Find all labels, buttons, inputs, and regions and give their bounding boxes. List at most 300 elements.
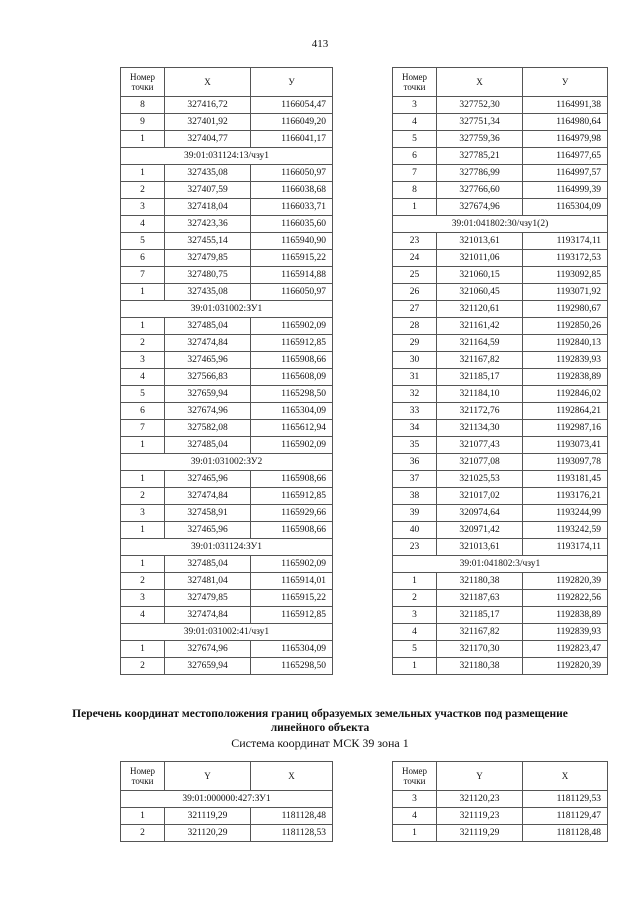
table-row bbox=[121, 131, 333, 148]
coordinates-table-left bbox=[120, 67, 333, 675]
section-row bbox=[393, 556, 608, 573]
coord-x-cell: 327786,99 bbox=[437, 165, 523, 182]
coord-y-cell: 1192846,02 bbox=[523, 386, 608, 403]
point-number-cell: 39 bbox=[393, 505, 437, 522]
header-point-number: Номер точки bbox=[121, 762, 165, 791]
coord-y-cell: 321119,23 bbox=[437, 808, 523, 825]
point-number-cell: 3 bbox=[121, 590, 165, 607]
point-number-cell: 1 bbox=[393, 825, 437, 842]
parcel-id: 39:01:000000:427:ЗУ1 bbox=[121, 791, 333, 808]
coord-y-cell: 1193181,45 bbox=[523, 471, 608, 488]
coordinates-table-right bbox=[392, 67, 608, 675]
table-row bbox=[121, 182, 333, 199]
section-row bbox=[121, 539, 333, 556]
coord-y-cell: 321119,29 bbox=[165, 808, 251, 825]
coord-y-cell: 1166033,71 bbox=[251, 199, 333, 216]
coord-y-cell: 1193073,41 bbox=[523, 437, 608, 454]
coord-y-cell: 1165915,22 bbox=[251, 250, 333, 267]
coord-y-cell: 1193176,21 bbox=[523, 488, 608, 505]
coord-y-cell: 1193071,92 bbox=[523, 284, 608, 301]
point-number-cell: 3 bbox=[393, 97, 437, 114]
coord-x-cell: 327416,72 bbox=[165, 97, 251, 114]
coord-x-cell: 327674,96 bbox=[165, 403, 251, 420]
point-number-cell: 29 bbox=[393, 335, 437, 352]
point-number-cell: 3 bbox=[121, 505, 165, 522]
coord-y-cell: 1192850,26 bbox=[523, 318, 608, 335]
point-number-cell: 31 bbox=[393, 369, 437, 386]
table-row bbox=[393, 250, 608, 267]
point-number-cell: 30 bbox=[393, 352, 437, 369]
table-row bbox=[121, 284, 333, 301]
coord-x-cell: 327674,96 bbox=[165, 641, 251, 658]
coord-y-cell: 1165912,85 bbox=[251, 488, 333, 505]
coord-y-cell: 1193174,11 bbox=[523, 233, 608, 250]
point-number-cell: 33 bbox=[393, 403, 437, 420]
point-number-cell: 6 bbox=[121, 403, 165, 420]
coord-y-cell: 1165912,85 bbox=[251, 607, 333, 624]
coord-x-cell: 327766,60 bbox=[437, 182, 523, 199]
section-heading bbox=[60, 707, 580, 751]
point-number-cell: 1 bbox=[121, 437, 165, 454]
coord-x-cell: 1181128,48 bbox=[523, 825, 608, 842]
coord-y-cell: 1165915,22 bbox=[251, 590, 333, 607]
coord-y-cell: 1192839,93 bbox=[523, 352, 608, 369]
coord-y-cell: 321120,29 bbox=[165, 825, 251, 842]
coord-y-cell: 1165940,90 bbox=[251, 233, 333, 250]
coord-y-cell: 1165304,09 bbox=[523, 199, 608, 216]
coord-y-cell: 1192839,93 bbox=[523, 624, 608, 641]
table-row bbox=[393, 284, 608, 301]
coord-x-cell: 327455,14 bbox=[165, 233, 251, 250]
point-number-cell: 5 bbox=[121, 386, 165, 403]
table-row bbox=[393, 624, 608, 641]
coord-y-cell: 1164997,57 bbox=[523, 165, 608, 182]
coord-y-cell: 1192820,39 bbox=[523, 573, 608, 590]
point-number-cell: 38 bbox=[393, 488, 437, 505]
coord-x-cell: 327465,96 bbox=[165, 352, 251, 369]
coord-x-cell: 327479,85 bbox=[165, 590, 251, 607]
coord-x-cell: 320971,42 bbox=[437, 522, 523, 539]
point-number-cell: 7 bbox=[121, 420, 165, 437]
coord-y-cell: 1164991,38 bbox=[523, 97, 608, 114]
coord-x-cell: 321025,53 bbox=[437, 471, 523, 488]
coord-x-cell: 327481,04 bbox=[165, 573, 251, 590]
table-header-row bbox=[121, 68, 333, 97]
coord-y-cell: 1192838,89 bbox=[523, 607, 608, 624]
point-number-cell: 1 bbox=[121, 471, 165, 488]
header-x: X bbox=[437, 68, 523, 97]
table-row bbox=[393, 573, 608, 590]
table-row bbox=[121, 250, 333, 267]
coord-x-cell: 327401,92 bbox=[165, 114, 251, 131]
coord-y-cell: 1192987,16 bbox=[523, 420, 608, 437]
table-row bbox=[393, 658, 608, 675]
point-number-cell: 25 bbox=[393, 267, 437, 284]
coord-y-cell: 1192840,13 bbox=[523, 335, 608, 352]
point-number-cell: 4 bbox=[121, 216, 165, 233]
point-number-cell: 3 bbox=[393, 791, 437, 808]
table-row bbox=[393, 791, 608, 808]
point-number-cell: 1 bbox=[121, 641, 165, 658]
table-row bbox=[121, 522, 333, 539]
coord-x-cell: 321060,45 bbox=[437, 284, 523, 301]
table-row bbox=[393, 590, 608, 607]
coord-y-cell: 1166038,68 bbox=[251, 182, 333, 199]
table-row bbox=[393, 114, 608, 131]
coord-x-cell: 321077,08 bbox=[437, 454, 523, 471]
coord-x-cell: 327479,85 bbox=[165, 250, 251, 267]
point-number-cell: 8 bbox=[121, 97, 165, 114]
coord-x-cell: 321180,38 bbox=[437, 658, 523, 675]
table-row bbox=[121, 335, 333, 352]
coord-x-cell: 327659,94 bbox=[165, 386, 251, 403]
table-row bbox=[393, 369, 608, 386]
parcel-id: 39:01:031124:ЗУ1 bbox=[121, 539, 333, 556]
coord-x-cell: 321167,82 bbox=[437, 624, 523, 641]
section-row bbox=[121, 148, 333, 165]
table-row bbox=[121, 505, 333, 522]
table-row bbox=[121, 267, 333, 284]
coord-x-cell: 320974,64 bbox=[437, 505, 523, 522]
point-number-cell: 1 bbox=[121, 808, 165, 825]
coord-y-cell: 1165304,09 bbox=[251, 641, 333, 658]
table-row bbox=[393, 97, 608, 114]
coord-x-cell: 327435,08 bbox=[165, 284, 251, 301]
coord-y-cell: 1165902,09 bbox=[251, 437, 333, 454]
table-header-row bbox=[121, 762, 333, 791]
coord-y-cell: 1165912,85 bbox=[251, 335, 333, 352]
point-number-cell: 40 bbox=[393, 522, 437, 539]
table-row bbox=[121, 369, 333, 386]
table-row bbox=[393, 165, 608, 182]
header-point-number: Номер точки bbox=[393, 762, 437, 791]
table-row bbox=[393, 641, 608, 658]
coord-x-cell: 327474,84 bbox=[165, 607, 251, 624]
coord-x-cell: 321120,61 bbox=[437, 301, 523, 318]
table-row bbox=[121, 97, 333, 114]
coord-y-cell: 1192820,39 bbox=[523, 658, 608, 675]
coord-x-cell: 327418,04 bbox=[165, 199, 251, 216]
table-row bbox=[393, 505, 608, 522]
coord-y-cell: 1165908,66 bbox=[251, 471, 333, 488]
table-header-row bbox=[393, 68, 608, 97]
coord-y-cell: 1164980,64 bbox=[523, 114, 608, 131]
coord-y-cell: 1193172,53 bbox=[523, 250, 608, 267]
point-number-cell: 4 bbox=[121, 369, 165, 386]
table-row bbox=[121, 658, 333, 675]
heading-subtitle: Система координат МСК 39 зона 1 bbox=[231, 736, 409, 750]
coord-x-cell: 321134,30 bbox=[437, 420, 523, 437]
coord-x-cell: 321011,06 bbox=[437, 250, 523, 267]
point-number-cell: 3 bbox=[393, 607, 437, 624]
coord-y-cell: 1193242,59 bbox=[523, 522, 608, 539]
coord-y-cell: 1165608,09 bbox=[251, 369, 333, 386]
point-number-cell: 23 bbox=[393, 233, 437, 250]
coord-y-cell: 1166054,47 bbox=[251, 97, 333, 114]
point-number-cell: 36 bbox=[393, 454, 437, 471]
coord-y-cell: 1164979,98 bbox=[523, 131, 608, 148]
coord-y-cell: 1165914,01 bbox=[251, 573, 333, 590]
coord-x-cell: 321170,30 bbox=[437, 641, 523, 658]
coord-y-cell: 1165902,09 bbox=[251, 556, 333, 573]
coord-x-cell: 1181128,53 bbox=[251, 825, 333, 842]
point-number-cell: 32 bbox=[393, 386, 437, 403]
table-row bbox=[393, 454, 608, 471]
coord-x-cell: 327407,59 bbox=[165, 182, 251, 199]
coord-x-cell: 321184,10 bbox=[437, 386, 523, 403]
table-row bbox=[393, 233, 608, 250]
coord-x-cell: 327674,96 bbox=[437, 199, 523, 216]
header-y: У bbox=[523, 68, 608, 97]
parcel-id: 39:01:031124:13/чзу1 bbox=[121, 148, 333, 165]
parcel-id: 39:01:031002:ЗУ1 bbox=[121, 301, 333, 318]
coord-x-cell: 327566,83 bbox=[165, 369, 251, 386]
table-row bbox=[393, 825, 608, 842]
coord-y-cell: 321120,23 bbox=[437, 791, 523, 808]
table-row bbox=[121, 386, 333, 403]
table-row bbox=[121, 199, 333, 216]
point-number-cell: 2 bbox=[121, 573, 165, 590]
coord-y-cell: 1165304,09 bbox=[251, 403, 333, 420]
header-y: Y bbox=[437, 762, 523, 791]
table-row bbox=[121, 471, 333, 488]
coord-y-cell: 1193097,78 bbox=[523, 454, 608, 471]
table-row bbox=[393, 403, 608, 420]
table-row bbox=[121, 488, 333, 505]
table-row bbox=[393, 301, 608, 318]
point-number-cell: 2 bbox=[121, 488, 165, 505]
coord-x-cell: 327751,34 bbox=[437, 114, 523, 131]
point-number-cell: 5 bbox=[121, 233, 165, 250]
point-number-cell: 4 bbox=[121, 607, 165, 624]
header-x: X bbox=[251, 762, 333, 791]
coordinates-table-bottom-left bbox=[120, 761, 333, 842]
coord-y-cell: 1193244,99 bbox=[523, 505, 608, 522]
point-number-cell: 3 bbox=[121, 199, 165, 216]
section-row bbox=[121, 454, 333, 471]
coord-y-cell: 1166049,20 bbox=[251, 114, 333, 131]
header-point-number: Номер точки bbox=[121, 68, 165, 97]
coord-x-cell: 321077,43 bbox=[437, 437, 523, 454]
point-number-cell: 1 bbox=[121, 165, 165, 182]
point-number-cell: 4 bbox=[393, 808, 437, 825]
page-number: 413 bbox=[311, 38, 329, 50]
coord-y-cell: 1166050,97 bbox=[251, 284, 333, 301]
point-number-cell: 4 bbox=[393, 624, 437, 641]
section-row bbox=[393, 216, 608, 233]
coord-x-cell: 327752,30 bbox=[437, 97, 523, 114]
coord-y-cell: 1165902,09 bbox=[251, 318, 333, 335]
coord-x-cell: 321167,82 bbox=[437, 352, 523, 369]
header-y: Y bbox=[165, 762, 251, 791]
table-row bbox=[393, 522, 608, 539]
point-number-cell: 7 bbox=[393, 165, 437, 182]
header-x: X bbox=[165, 68, 251, 97]
parcel-id: 39:01:041802:30/чзу1(2) bbox=[393, 216, 608, 233]
table-row bbox=[393, 437, 608, 454]
coord-x-cell: 327465,96 bbox=[165, 471, 251, 488]
point-number-cell: 1 bbox=[121, 522, 165, 539]
coord-x-cell: 321017,02 bbox=[437, 488, 523, 505]
point-number-cell: 2 bbox=[121, 825, 165, 842]
coord-y-cell: 1165908,66 bbox=[251, 522, 333, 539]
coord-x-cell: 327480,75 bbox=[165, 267, 251, 284]
coord-x-cell: 1181129,53 bbox=[523, 791, 608, 808]
point-number-cell: 26 bbox=[393, 284, 437, 301]
table-row bbox=[121, 808, 333, 825]
point-number-cell: 2 bbox=[121, 182, 165, 199]
table-row bbox=[393, 808, 608, 825]
section-row bbox=[121, 624, 333, 641]
point-number-cell: 1 bbox=[393, 658, 437, 675]
table-row bbox=[121, 556, 333, 573]
table-row bbox=[393, 386, 608, 403]
point-number-cell: 23 bbox=[393, 539, 437, 556]
coord-x-cell: 321013,61 bbox=[437, 233, 523, 250]
table-row bbox=[393, 471, 608, 488]
header-point-number: Номер точки bbox=[393, 68, 437, 97]
point-number-cell: 5 bbox=[393, 641, 437, 658]
point-number-cell: 6 bbox=[121, 250, 165, 267]
coord-x-cell: 327485,04 bbox=[165, 437, 251, 454]
point-number-cell: 2 bbox=[393, 590, 437, 607]
coord-y-cell: 1192838,89 bbox=[523, 369, 608, 386]
coord-y-cell: 1164977,65 bbox=[523, 148, 608, 165]
point-number-cell: 1 bbox=[121, 556, 165, 573]
point-number-cell: 3 bbox=[121, 352, 165, 369]
table-row bbox=[393, 131, 608, 148]
header-x: X bbox=[523, 762, 608, 791]
coord-y-cell: 1192864,21 bbox=[523, 403, 608, 420]
table-row bbox=[393, 335, 608, 352]
coord-x-cell: 327435,08 bbox=[165, 165, 251, 182]
coord-y-cell: 1192822,56 bbox=[523, 590, 608, 607]
coord-y-cell: 1165298,50 bbox=[251, 658, 333, 675]
point-number-cell: 6 bbox=[393, 148, 437, 165]
coord-x-cell: 327485,04 bbox=[165, 556, 251, 573]
table-row bbox=[393, 318, 608, 335]
coord-y-cell: 1193092,85 bbox=[523, 267, 608, 284]
table-row bbox=[121, 233, 333, 250]
table-row bbox=[121, 216, 333, 233]
table-row bbox=[393, 352, 608, 369]
table-row bbox=[393, 148, 608, 165]
point-number-cell: 37 bbox=[393, 471, 437, 488]
coord-y-cell: 1192980,67 bbox=[523, 301, 608, 318]
coord-x-cell: 327458,91 bbox=[165, 505, 251, 522]
point-number-cell: 1 bbox=[121, 318, 165, 335]
table-header-row bbox=[393, 762, 608, 791]
table-row bbox=[393, 267, 608, 284]
coord-y-cell: 1165929,66 bbox=[251, 505, 333, 522]
table-row bbox=[121, 607, 333, 624]
heading-title: Перечень координат местоположения границ образуемых земельных участков под размещение линейного объекта bbox=[72, 708, 568, 734]
coord-y-cell: 1193174,11 bbox=[523, 539, 608, 556]
coord-x-cell: 327404,77 bbox=[165, 131, 251, 148]
table-row bbox=[121, 420, 333, 437]
point-number-cell: 4 bbox=[393, 114, 437, 131]
point-number-cell: 9 bbox=[121, 114, 165, 131]
coord-x-cell: 321164,59 bbox=[437, 335, 523, 352]
coord-x-cell: 321185,17 bbox=[437, 607, 523, 624]
table-row bbox=[121, 165, 333, 182]
coord-x-cell: 321185,17 bbox=[437, 369, 523, 386]
parcel-id: 39:01:031002:41/чзу1 bbox=[121, 624, 333, 641]
coord-x-cell: 321161,42 bbox=[437, 318, 523, 335]
coord-y-cell: 1165298,50 bbox=[251, 386, 333, 403]
point-number-cell: 1 bbox=[393, 199, 437, 216]
point-number-cell: 34 bbox=[393, 420, 437, 437]
point-number-cell: 1 bbox=[121, 284, 165, 301]
point-number-cell: 28 bbox=[393, 318, 437, 335]
coord-x-cell: 321187,63 bbox=[437, 590, 523, 607]
coord-x-cell: 321060,15 bbox=[437, 267, 523, 284]
table-row bbox=[393, 488, 608, 505]
point-number-cell: 2 bbox=[121, 335, 165, 352]
point-number-cell: 8 bbox=[393, 182, 437, 199]
table-row bbox=[393, 420, 608, 437]
section-row bbox=[121, 301, 333, 318]
point-number-cell: 1 bbox=[121, 131, 165, 148]
coord-y-cell: 1192823,47 bbox=[523, 641, 608, 658]
point-number-cell: 2 bbox=[121, 658, 165, 675]
coord-y-cell: 1166035,60 bbox=[251, 216, 333, 233]
coord-y-cell: 1165908,66 bbox=[251, 352, 333, 369]
coord-x-cell: 1181128,48 bbox=[251, 808, 333, 825]
table-row bbox=[393, 539, 608, 556]
parcel-id: 39:01:031002:ЗУ2 bbox=[121, 454, 333, 471]
point-number-cell: 7 bbox=[121, 267, 165, 284]
section-row bbox=[121, 791, 333, 808]
table-row bbox=[393, 199, 608, 216]
coord-y-cell: 1166041,17 bbox=[251, 131, 333, 148]
table-row bbox=[121, 641, 333, 658]
table-row bbox=[121, 403, 333, 420]
coord-x-cell: 327474,84 bbox=[165, 335, 251, 352]
coord-x-cell: 327485,04 bbox=[165, 318, 251, 335]
coord-x-cell: 327582,08 bbox=[165, 420, 251, 437]
coord-x-cell: 327759,36 bbox=[437, 131, 523, 148]
header-y: У bbox=[251, 68, 333, 97]
table-row bbox=[121, 590, 333, 607]
point-number-cell: 1 bbox=[393, 573, 437, 590]
table-row bbox=[121, 573, 333, 590]
point-number-cell: 5 bbox=[393, 131, 437, 148]
coord-y-cell: 1164999,39 bbox=[523, 182, 608, 199]
point-number-cell: 24 bbox=[393, 250, 437, 267]
coord-x-cell: 327659,94 bbox=[165, 658, 251, 675]
table-row bbox=[121, 318, 333, 335]
coord-x-cell: 1181129,47 bbox=[523, 808, 608, 825]
table-row bbox=[121, 825, 333, 842]
table-row bbox=[393, 182, 608, 199]
coord-x-cell: 327474,84 bbox=[165, 488, 251, 505]
coord-x-cell: 327785,21 bbox=[437, 148, 523, 165]
table-row bbox=[121, 114, 333, 131]
coord-x-cell: 321172,76 bbox=[437, 403, 523, 420]
table-row bbox=[393, 607, 608, 624]
point-number-cell: 27 bbox=[393, 301, 437, 318]
parcel-id: 39:01:041802:3/чзу1 bbox=[393, 556, 608, 573]
point-number-cell: 35 bbox=[393, 437, 437, 454]
table-row bbox=[121, 352, 333, 369]
coord-y-cell: 1166050,97 bbox=[251, 165, 333, 182]
coord-x-cell: 321180,38 bbox=[437, 573, 523, 590]
table-row bbox=[121, 437, 333, 454]
coord-x-cell: 321013,61 bbox=[437, 539, 523, 556]
coord-y-cell: 1165914,88 bbox=[251, 267, 333, 284]
coord-y-cell: 1165612,94 bbox=[251, 420, 333, 437]
